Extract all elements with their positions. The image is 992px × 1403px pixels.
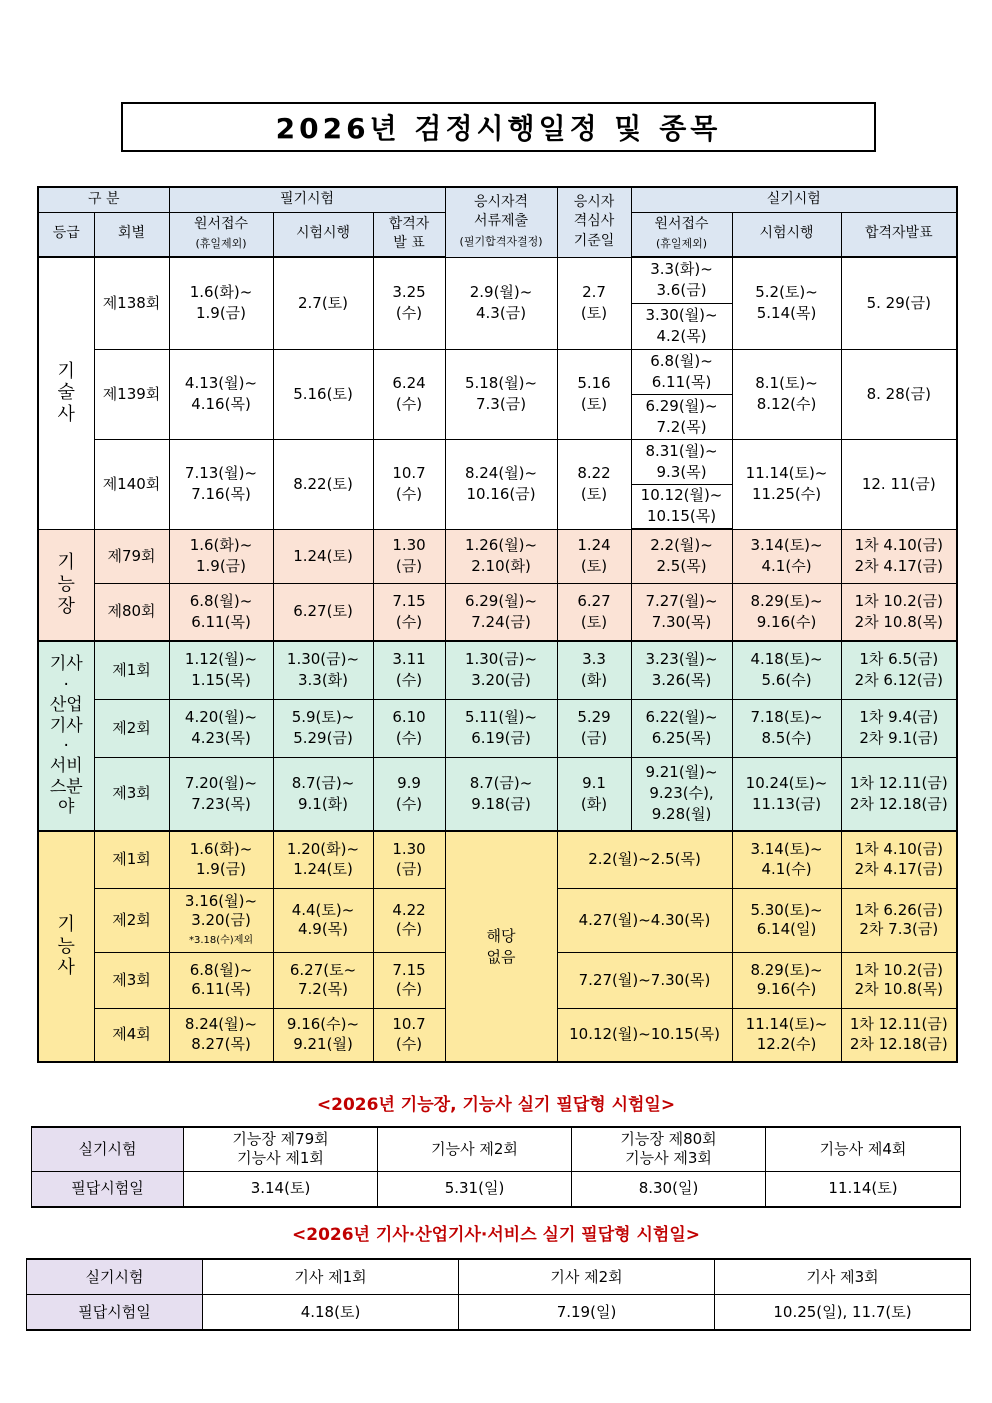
- group-gisa: 기사 · 산업 기사 · 서비 스분 야: [38, 641, 94, 831]
- round-label: 제3회: [94, 952, 169, 1008]
- w-apply: 7.20(월)~ 7.23(목): [169, 757, 273, 831]
- p-apply: 10.12(월)~10.15(목): [557, 1008, 732, 1062]
- w-pass: 10.7 (수): [373, 439, 445, 529]
- p-apply-2: 3.30(월)~ 4.2(목): [631, 303, 732, 349]
- subtable1-title: <2026년 기능장, 기능사 실기 필답형 시험일>: [316, 1095, 676, 1115]
- round-label: 제2회: [94, 888, 169, 952]
- p-exam: 3.14(토)~ 4.1(수): [732, 831, 841, 888]
- w-apply: 1.12(월)~ 1.15(목): [169, 641, 273, 699]
- page-title: 2026년 검정시행일정 및 종목: [121, 102, 876, 152]
- subtable2-title: <2026년 기사·산업기사·서비스 실기 필답형 시험일>: [292, 1225, 700, 1245]
- sub2-head-label: 실기시험: [27, 1259, 203, 1295]
- w-apply: [169, 888, 273, 952]
- header-written: 필기시험: [169, 187, 445, 212]
- group-gineungsa: 기 능 사: [38, 831, 94, 1062]
- header-w-exam: 시험시행: [273, 212, 373, 257]
- p-apply-1: 6.8(월)~ 6.11(목): [631, 349, 732, 394]
- w-apply: 1.6(화)~ 1.9(금): [169, 831, 273, 888]
- sub1-col: 기능장 제79회 기능사 제1회: [184, 1127, 378, 1171]
- w-pass: 7.15 (수): [373, 952, 445, 1008]
- p-apply: 7.27(월)~ 7.30(목): [631, 583, 732, 641]
- w-pass: 1.30 (금): [373, 831, 445, 888]
- p-exam: 4.18(토)~ 5.6(수): [732, 641, 841, 699]
- sub1-date: 8.30(일): [572, 1171, 766, 1207]
- schedule-table: [37, 186, 958, 1063]
- p-apply-1: 8.31(월)~ 9.3(목): [631, 439, 732, 484]
- header-p-exam: 시험시행: [732, 212, 841, 257]
- sub1-date: 5.31(일): [378, 1171, 572, 1207]
- doc-submit: 1.26(월)~ 2.10(화): [445, 529, 557, 583]
- sub2-date: 7.19(일): [459, 1295, 715, 1331]
- base-date: 8.22 (토): [557, 439, 631, 529]
- doc-submit: 5.11(월)~ 6.19(금): [445, 699, 557, 757]
- w-pass: 10.7 (수): [373, 1008, 445, 1062]
- w-pass: 7.15 (수): [373, 583, 445, 641]
- sub2-col: 기사 제1회: [203, 1259, 459, 1295]
- p-apply: 2.2(월)~2.5(목): [557, 831, 732, 888]
- w-apply-dates: 3.16(월)~ 3.20(금): [184, 891, 258, 929]
- p-exam: 5.2(토)~ 5.14(목): [732, 257, 841, 349]
- subtable2: [26, 1258, 971, 1331]
- p-pass: 1차 6.5(금) 2차 6.12(금): [841, 641, 957, 699]
- round-label: 제1회: [94, 831, 169, 888]
- p-exam: 10.24(토)~ 11.13(금): [732, 757, 841, 831]
- sub1-date: 11.14(토): [766, 1171, 961, 1207]
- p-pass: 1차 6.26(금) 2차 7.3(금): [841, 888, 957, 952]
- header-grade: 등급: [38, 212, 94, 257]
- w-exam: 5.9(토)~ 5.29(금): [273, 699, 373, 757]
- w-apply-note: *3.18(수)제외: [188, 935, 254, 947]
- header-p-pass: 합격자발표: [841, 212, 957, 257]
- round-label: 제1회: [94, 641, 169, 699]
- w-pass: 6.24 (수): [373, 349, 445, 439]
- w-pass: 3.11 (수): [373, 641, 445, 699]
- w-exam: 1.24(토): [273, 529, 373, 583]
- group-gisulsa: 기 술 사: [38, 257, 94, 529]
- base-date: 5.16 (토): [557, 349, 631, 439]
- p-apply-2: 10.12(월)~ 10.15(목): [631, 484, 732, 529]
- w-apply: 7.13(월)~ 7.16(목): [169, 439, 273, 529]
- header-practical: 실기시험: [631, 187, 957, 212]
- w-apply: 1.6(화)~ 1.9(금): [169, 257, 273, 349]
- p-pass: 1차 12.11(금) 2차 12.18(금): [841, 1008, 957, 1062]
- p-apply: 6.22(월)~ 6.25(목): [631, 699, 732, 757]
- w-apply: 1.6(화)~ 1.9(금): [169, 529, 273, 583]
- p-pass: 1차 4.10(금) 2차 4.17(금): [841, 529, 957, 583]
- p-pass: 8. 28(금): [841, 349, 957, 439]
- p-apply-2: 6.29(월)~ 7.2(목): [631, 394, 732, 439]
- p-exam: 8.1(토)~ 8.12(수): [732, 349, 841, 439]
- sub2-col: 기사 제3회: [715, 1259, 971, 1295]
- base-date: 3.3 (화): [557, 641, 631, 699]
- header-p-apply: 원서접수 (휴일제외): [631, 212, 732, 257]
- round-label: 제140회: [94, 439, 169, 529]
- p-exam: 7.18(토)~ 8.5(수): [732, 699, 841, 757]
- w-exam: 9.16(수)~ 9.21(월): [273, 1008, 373, 1062]
- p-apply: 4.27(월)~4.30(목): [557, 888, 732, 952]
- w-exam: 5.16(토): [273, 349, 373, 439]
- round-label: 제3회: [94, 757, 169, 831]
- doc-submit: 8.7(금)~ 9.18(금): [445, 757, 557, 831]
- w-pass: 4.22 (수): [373, 888, 445, 952]
- base-date: 2.7 (토): [557, 257, 631, 349]
- w-exam: 1.30(금)~ 3.3(화): [273, 641, 373, 699]
- p-exam: 3.14(토)~ 4.1(수): [732, 529, 841, 583]
- round-label: 제138회: [94, 257, 169, 349]
- w-exam: 8.7(금)~ 9.1(화): [273, 757, 373, 831]
- header-w-apply: 원서접수 (휴일제외): [169, 212, 273, 257]
- header-w-pass: 합격자 발 표: [373, 212, 445, 257]
- w-pass: 3.25 (수): [373, 257, 445, 349]
- p-exam: 8.29(토)~ 9.16(수): [732, 583, 841, 641]
- header-gubun: 구 분: [38, 187, 169, 212]
- sub2-date: 10.25(일), 11.7(토): [715, 1295, 971, 1331]
- doc-submit: 1.30(금)~ 3.20(금): [445, 641, 557, 699]
- w-pass: 9.9 (수): [373, 757, 445, 831]
- sub1-row-label: 필답시험일: [32, 1171, 184, 1207]
- w-exam: 6.27(토~ 7.2(목): [273, 952, 373, 1008]
- p-apply-1: 3.3(화)~ 3.6(금): [631, 257, 732, 303]
- p-apply: 2.2(월)~ 2.5(목): [631, 529, 732, 583]
- p-apply: 7.27(월)~7.30(목): [557, 952, 732, 1008]
- round-label: 제2회: [94, 699, 169, 757]
- base-date: 1.24 (토): [557, 529, 631, 583]
- w-exam: 6.27(토): [273, 583, 373, 641]
- base-date: 6.27 (토): [557, 583, 631, 641]
- w-apply: 6.8(월)~ 6.11(목): [169, 583, 273, 641]
- p-exam: 5.30(토)~ 6.14(일): [732, 888, 841, 952]
- sub1-col: 기능사 제4회: [766, 1127, 961, 1171]
- sub2-col: 기사 제2회: [459, 1259, 715, 1295]
- doc-submit: 8.24(월)~ 10.16(금): [445, 439, 557, 529]
- base-date: 9.1 (화): [557, 757, 631, 831]
- base-date: 5.29 (금): [557, 699, 631, 757]
- doc-submit: 5.18(월)~ 7.3(금): [445, 349, 557, 439]
- group-gineungjang: 기 능 장: [38, 529, 94, 641]
- p-pass: 1차 12.11(금) 2차 12.18(금): [841, 757, 957, 831]
- p-exam: 11.14(토)~ 11.25(수): [732, 439, 841, 529]
- p-apply: 3.23(월)~ 3.26(목): [631, 641, 732, 699]
- sub2-row-label: 필답시험일: [27, 1295, 203, 1331]
- sub1-date: 3.14(토): [184, 1171, 378, 1207]
- p-pass: 1차 9.4(금) 2차 9.1(금): [841, 699, 957, 757]
- sub1-col: 기능사 제2회: [378, 1127, 572, 1171]
- round-label: 제80회: [94, 583, 169, 641]
- w-apply: 4.13(월)~ 4.16(목): [169, 349, 273, 439]
- w-pass: 1.30 (금): [373, 529, 445, 583]
- p-pass: 1차 10.2(금) 2차 10.8(목): [841, 952, 957, 1008]
- p-pass: 5. 29(금): [841, 257, 957, 349]
- p-exam: 11.14(토)~ 12.2(수): [732, 1008, 841, 1062]
- subtable1: [31, 1126, 961, 1208]
- round-label: 제139회: [94, 349, 169, 439]
- doc-none: 해당 없음: [445, 831, 557, 1062]
- round-label: 제4회: [94, 1008, 169, 1062]
- w-apply: 8.24(월)~ 8.27(목): [169, 1008, 273, 1062]
- p-pass: 1차 4.10(금) 2차 4.17(금): [841, 831, 957, 888]
- header-doc: 응시자격 서류제출 (필기합격자결정): [445, 187, 557, 257]
- w-pass: 6.10 (수): [373, 699, 445, 757]
- w-exam: 1.20(화)~ 1.24(토): [273, 831, 373, 888]
- sub1-col: 기능장 제80회 기능사 제3회: [572, 1127, 766, 1171]
- w-exam: 4.4(토)~ 4.9(목): [273, 888, 373, 952]
- p-pass: 1차 10.2(금) 2차 10.8(목): [841, 583, 957, 641]
- sub2-date: 4.18(토): [203, 1295, 459, 1331]
- doc-submit: 6.29(월)~ 7.24(금): [445, 583, 557, 641]
- w-exam: 8.22(토): [273, 439, 373, 529]
- p-pass: 12. 11(금): [841, 439, 957, 529]
- w-apply: 6.8(월)~ 6.11(목): [169, 952, 273, 1008]
- sub1-head-label: 실기시험: [32, 1127, 184, 1171]
- w-apply: 4.20(월)~ 4.23(목): [169, 699, 273, 757]
- header-basedate: 응시자 격심사 기준일: [557, 187, 631, 257]
- header-round: 회별: [94, 212, 169, 257]
- w-exam: 2.7(토): [273, 257, 373, 349]
- p-exam: 8.29(토)~ 9.16(수): [732, 952, 841, 1008]
- doc-submit: 2.9(월)~ 4.3(금): [445, 257, 557, 349]
- round-label: 제79회: [94, 529, 169, 583]
- p-apply: 9.21(월)~ 9.23(수), 9.28(월): [631, 757, 732, 831]
